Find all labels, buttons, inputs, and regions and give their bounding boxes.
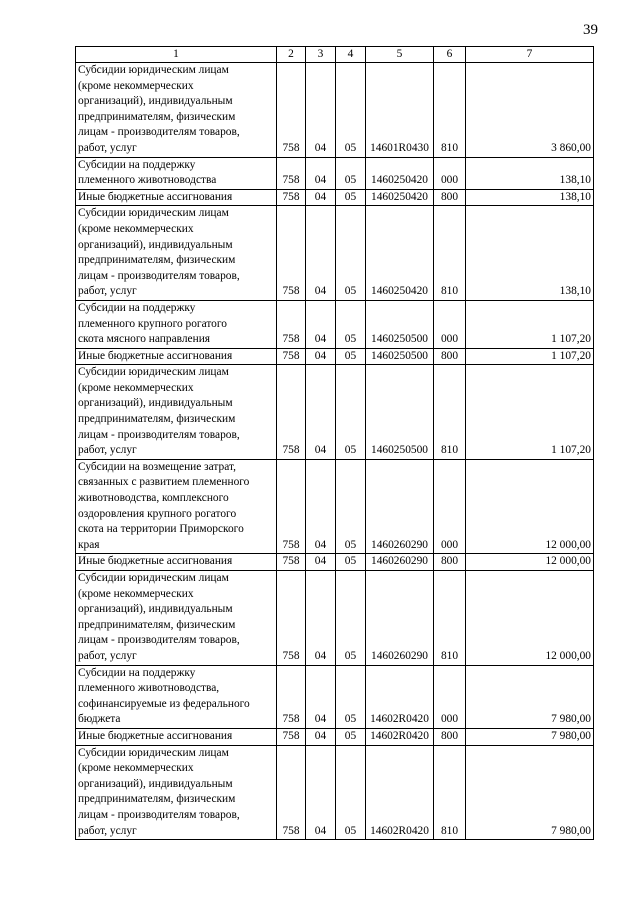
target-article-cell: 1460260290 bbox=[366, 554, 434, 571]
amount-cell: 3 860,00 bbox=[466, 63, 594, 158]
item-name-cell: Субсидии на поддержку племенного животноводства bbox=[76, 157, 277, 189]
subsection-cell: 05 bbox=[336, 665, 366, 728]
subsection-cell: 05 bbox=[336, 189, 366, 206]
column-header: 4 bbox=[336, 47, 366, 63]
item-name-cell: Субсидии юридическим лицам (кроме некоммерческих организаций), индивидуальным предпринимателям, физическим лицам - производителям товаров, работ, услуг bbox=[76, 745, 277, 840]
subsection-cell: 05 bbox=[336, 206, 366, 301]
amount-cell: 1 107,20 bbox=[466, 348, 594, 365]
section-cell: 04 bbox=[306, 365, 336, 460]
section-cell: 04 bbox=[306, 554, 336, 571]
table-row bbox=[76, 63, 594, 158]
section-cell: 04 bbox=[306, 189, 336, 206]
column-header: 2 bbox=[277, 47, 306, 63]
item-name-cell: Субсидии юридическим лицам (кроме некоммерческих организаций), индивидуальным предпринимателям, физическим лицам - производителям товаров, работ, услуг bbox=[76, 63, 277, 158]
expense-type-cell: 000 bbox=[434, 665, 466, 728]
column-header: 5 bbox=[366, 47, 434, 63]
subsection-cell: 05 bbox=[336, 300, 366, 348]
amount-cell: 138,10 bbox=[466, 206, 594, 301]
target-article-cell: 1460250500 bbox=[366, 300, 434, 348]
amount-cell: 1 107,20 bbox=[466, 300, 594, 348]
table-row bbox=[76, 365, 594, 460]
section-cell: 04 bbox=[306, 63, 336, 158]
table-header-row bbox=[76, 47, 594, 63]
expense-type-cell: 000 bbox=[434, 300, 466, 348]
subsection-cell: 05 bbox=[336, 348, 366, 365]
item-name-cell: Субсидии юридическим лицам (кроме некоммерческих организаций), индивидуальным предпринимателям, физическим лицам - производителям товаров, работ, услуг bbox=[76, 571, 277, 666]
item-name-cell: Иные бюджетные ассигнования bbox=[76, 189, 277, 206]
target-article-cell: 1460250500 bbox=[366, 348, 434, 365]
section-cell: 04 bbox=[306, 206, 336, 301]
table-row bbox=[76, 571, 594, 666]
ministry-code-cell: 758 bbox=[277, 728, 306, 745]
section-cell: 04 bbox=[306, 665, 336, 728]
amount-cell: 138,10 bbox=[466, 157, 594, 189]
ministry-code-cell: 758 bbox=[277, 665, 306, 728]
item-name-cell: Иные бюджетные ассигнования bbox=[76, 348, 277, 365]
table-row bbox=[76, 459, 594, 554]
section-cell: 04 bbox=[306, 157, 336, 189]
expense-type-cell: 800 bbox=[434, 348, 466, 365]
subsection-cell: 05 bbox=[336, 554, 366, 571]
ministry-code-cell: 758 bbox=[277, 348, 306, 365]
item-name-cell: Субсидии на возмещение затрат, связанных с развитием племенного животноводства, комплексного оздоровления крупного рогатого скота на территории Приморского края bbox=[76, 459, 277, 554]
expense-type-cell: 800 bbox=[434, 728, 466, 745]
section-cell: 04 bbox=[306, 728, 336, 745]
ministry-code-cell: 758 bbox=[277, 459, 306, 554]
budget-table bbox=[75, 46, 594, 840]
table-row bbox=[76, 157, 594, 189]
expense-type-cell: 000 bbox=[434, 157, 466, 189]
column-header: 1 bbox=[76, 47, 277, 63]
ministry-code-cell: 758 bbox=[277, 189, 306, 206]
target-article-cell: 1460260290 bbox=[366, 459, 434, 554]
expense-type-cell: 800 bbox=[434, 554, 466, 571]
section-cell: 04 bbox=[306, 300, 336, 348]
ministry-code-cell: 758 bbox=[277, 745, 306, 840]
expense-type-cell: 810 bbox=[434, 745, 466, 840]
section-cell: 04 bbox=[306, 348, 336, 365]
column-header: 3 bbox=[306, 47, 336, 63]
expense-type-cell: 810 bbox=[434, 63, 466, 158]
item-name-cell: Субсидии юридическим лицам (кроме некоммерческих организаций), индивидуальным предпринимателям, физическим лицам - производителям товаров, работ, услуг bbox=[76, 206, 277, 301]
subsection-cell: 05 bbox=[336, 728, 366, 745]
expense-type-cell: 810 bbox=[434, 571, 466, 666]
ministry-code-cell: 758 bbox=[277, 206, 306, 301]
target-article-cell: 14602R0420 bbox=[366, 745, 434, 840]
amount-cell: 138,10 bbox=[466, 189, 594, 206]
item-name-cell: Иные бюджетные ассигнования bbox=[76, 728, 277, 745]
expense-type-cell: 810 bbox=[434, 365, 466, 460]
table-row bbox=[76, 554, 594, 571]
subsection-cell: 05 bbox=[336, 157, 366, 189]
expense-type-cell: 800 bbox=[434, 189, 466, 206]
expense-type-cell: 810 bbox=[434, 206, 466, 301]
table-row bbox=[76, 348, 594, 365]
section-cell: 04 bbox=[306, 745, 336, 840]
ministry-code-cell: 758 bbox=[277, 554, 306, 571]
ministry-code-cell: 758 bbox=[277, 300, 306, 348]
section-cell: 04 bbox=[306, 459, 336, 554]
subsection-cell: 05 bbox=[336, 365, 366, 460]
ministry-code-cell: 758 bbox=[277, 157, 306, 189]
amount-cell: 7 980,00 bbox=[466, 728, 594, 745]
target-article-cell: 14602R0420 bbox=[366, 728, 434, 745]
item-name-cell: Субсидии юридическим лицам (кроме некоммерческих организаций), индивидуальным предпринимателям, физическим лицам - производителям товаров, работ, услуг bbox=[76, 365, 277, 460]
subsection-cell: 05 bbox=[336, 63, 366, 158]
target-article-cell: 1460260290 bbox=[366, 571, 434, 666]
amount-cell: 12 000,00 bbox=[466, 459, 594, 554]
table-row bbox=[76, 300, 594, 348]
target-article-cell: 1460250420 bbox=[366, 206, 434, 301]
amount-cell: 12 000,00 bbox=[466, 571, 594, 666]
column-header: 6 bbox=[434, 47, 466, 63]
section-cell: 04 bbox=[306, 571, 336, 666]
subsection-cell: 05 bbox=[336, 571, 366, 666]
table-row bbox=[76, 728, 594, 745]
item-name-cell: Субсидии на поддержку племенного крупного рогатого скота мясного направления bbox=[76, 300, 277, 348]
ministry-code-cell: 758 bbox=[277, 365, 306, 460]
target-article-cell: 14601R0430 bbox=[366, 63, 434, 158]
page-number: 39 bbox=[583, 22, 598, 38]
item-name-cell: Субсидии на поддержку племенного животноводства, софинансируемые из федерального бюджета bbox=[76, 665, 277, 728]
table-row bbox=[76, 665, 594, 728]
expense-type-cell: 000 bbox=[434, 459, 466, 554]
table-row bbox=[76, 189, 594, 206]
target-article-cell: 1460250500 bbox=[366, 365, 434, 460]
target-article-cell: 1460250420 bbox=[366, 189, 434, 206]
target-article-cell: 1460250420 bbox=[366, 157, 434, 189]
ministry-code-cell: 758 bbox=[277, 63, 306, 158]
amount-cell: 1 107,20 bbox=[466, 365, 594, 460]
subsection-cell: 05 bbox=[336, 459, 366, 554]
subsection-cell: 05 bbox=[336, 745, 366, 840]
amount-cell: 12 000,00 bbox=[466, 554, 594, 571]
amount-cell: 7 980,00 bbox=[466, 665, 594, 728]
amount-cell: 7 980,00 bbox=[466, 745, 594, 840]
table-row bbox=[76, 206, 594, 301]
column-header: 7 bbox=[466, 47, 594, 63]
item-name-cell: Иные бюджетные ассигнования bbox=[76, 554, 277, 571]
ministry-code-cell: 758 bbox=[277, 571, 306, 666]
table-row bbox=[76, 745, 594, 840]
target-article-cell: 14602R0420 bbox=[366, 665, 434, 728]
